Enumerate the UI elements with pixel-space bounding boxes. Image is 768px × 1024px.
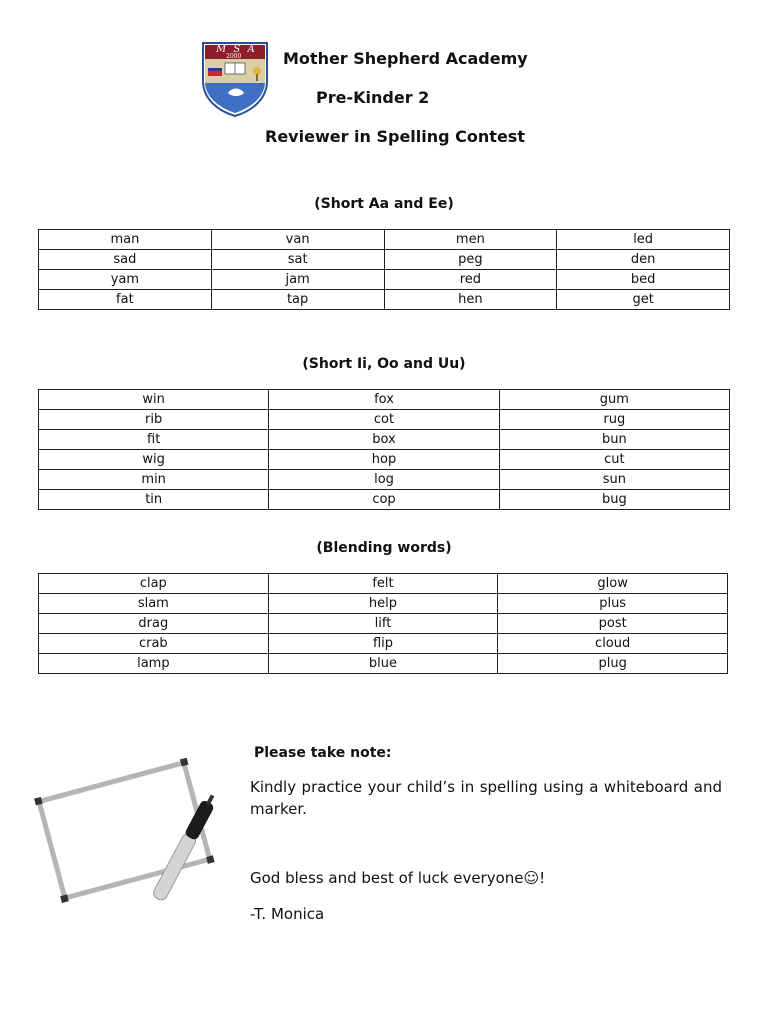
word-table-short-a-e [38, 229, 730, 310]
section-title-short-a-e: (Short Aa and Ee) [314, 196, 454, 212]
word-cell: min [39, 470, 269, 490]
word-cell: cut [499, 450, 729, 470]
word-cell: cot [269, 410, 499, 430]
word-cell: red [384, 270, 557, 290]
word-table-blending-words [38, 573, 728, 674]
table-row [39, 490, 730, 510]
word-cell: rib [39, 410, 269, 430]
word-cell: cop [269, 490, 499, 510]
table-row [39, 390, 730, 410]
logo-lettering: M S A [216, 44, 257, 55]
word-cell: van [211, 230, 384, 250]
school-crest-logo [200, 41, 270, 117]
table-row [39, 410, 730, 430]
word-cell: slam [39, 594, 269, 614]
word-cell: gum [499, 390, 729, 410]
word-cell: plus [498, 594, 728, 614]
word-cell: get [557, 290, 730, 310]
table-row [39, 594, 728, 614]
word-cell: crab [39, 634, 269, 654]
word-cell: clap [39, 574, 269, 594]
word-cell: felt [268, 574, 498, 594]
word-cell: peg [384, 250, 557, 270]
word-cell: wig [39, 450, 269, 470]
word-cell: bug [499, 490, 729, 510]
table-row [39, 614, 728, 634]
word-cell: hen [384, 290, 557, 310]
word-cell: log [269, 470, 499, 490]
word-cell: fox [269, 390, 499, 410]
logo-year: 2000 [226, 53, 242, 60]
word-cell: plug [498, 654, 728, 674]
word-cell: men [384, 230, 557, 250]
word-cell: jam [211, 270, 384, 290]
table-row [39, 230, 730, 250]
word-table-short-i-o-u [38, 389, 730, 510]
word-cell: box [269, 430, 499, 450]
table-row [39, 250, 730, 270]
word-cell: cloud [498, 634, 728, 654]
word-cell: sat [211, 250, 384, 270]
table-row [39, 450, 730, 470]
whiteboard-and-marker-illustration [30, 740, 230, 910]
word-cell: yam [39, 270, 212, 290]
word-cell: help [268, 594, 498, 614]
word-cell: flip [268, 634, 498, 654]
word-cell: tin [39, 490, 269, 510]
table-row [39, 430, 730, 450]
section-title-blending-words: (Blending words) [316, 540, 452, 556]
word-cell: win [39, 390, 269, 410]
table-row [39, 654, 728, 674]
word-cell: bun [499, 430, 729, 450]
word-cell: sad [39, 250, 212, 270]
word-cell: lift [268, 614, 498, 634]
table-row [39, 290, 730, 310]
school-name: Mother Shepherd Academy [283, 49, 528, 68]
word-cell: hop [269, 450, 499, 470]
table-row [39, 270, 730, 290]
grade-level: Pre-Kinder 2 [316, 88, 430, 107]
word-cell: post [498, 614, 728, 634]
closing-blessing: God bless and best of luck everyone☺! [250, 869, 546, 887]
page-title: Reviewer in Spelling Contest [265, 127, 525, 146]
signature: -T. Monica [250, 905, 325, 923]
word-cell: fat [39, 290, 212, 310]
section-title-short-i-o-u: (Short Ii, Oo and Uu) [302, 356, 466, 372]
word-cell: glow [498, 574, 728, 594]
word-cell: den [557, 250, 730, 270]
word-cell: drag [39, 614, 269, 634]
word-cell: led [557, 230, 730, 250]
word-cell: lamp [39, 654, 269, 674]
note-instruction: Kindly practice your child’s in spelling using a whiteboard and marker. [250, 778, 722, 818]
word-cell: sun [499, 470, 729, 490]
word-cell: fit [39, 430, 269, 450]
note-heading: Please take note: [254, 745, 392, 761]
word-cell: man [39, 230, 212, 250]
word-cell: tap [211, 290, 384, 310]
word-cell: rug [499, 410, 729, 430]
word-cell: bed [557, 270, 730, 290]
table-row [39, 634, 728, 654]
word-cell: blue [268, 654, 498, 674]
table-row [39, 470, 730, 490]
table-row [39, 574, 728, 594]
